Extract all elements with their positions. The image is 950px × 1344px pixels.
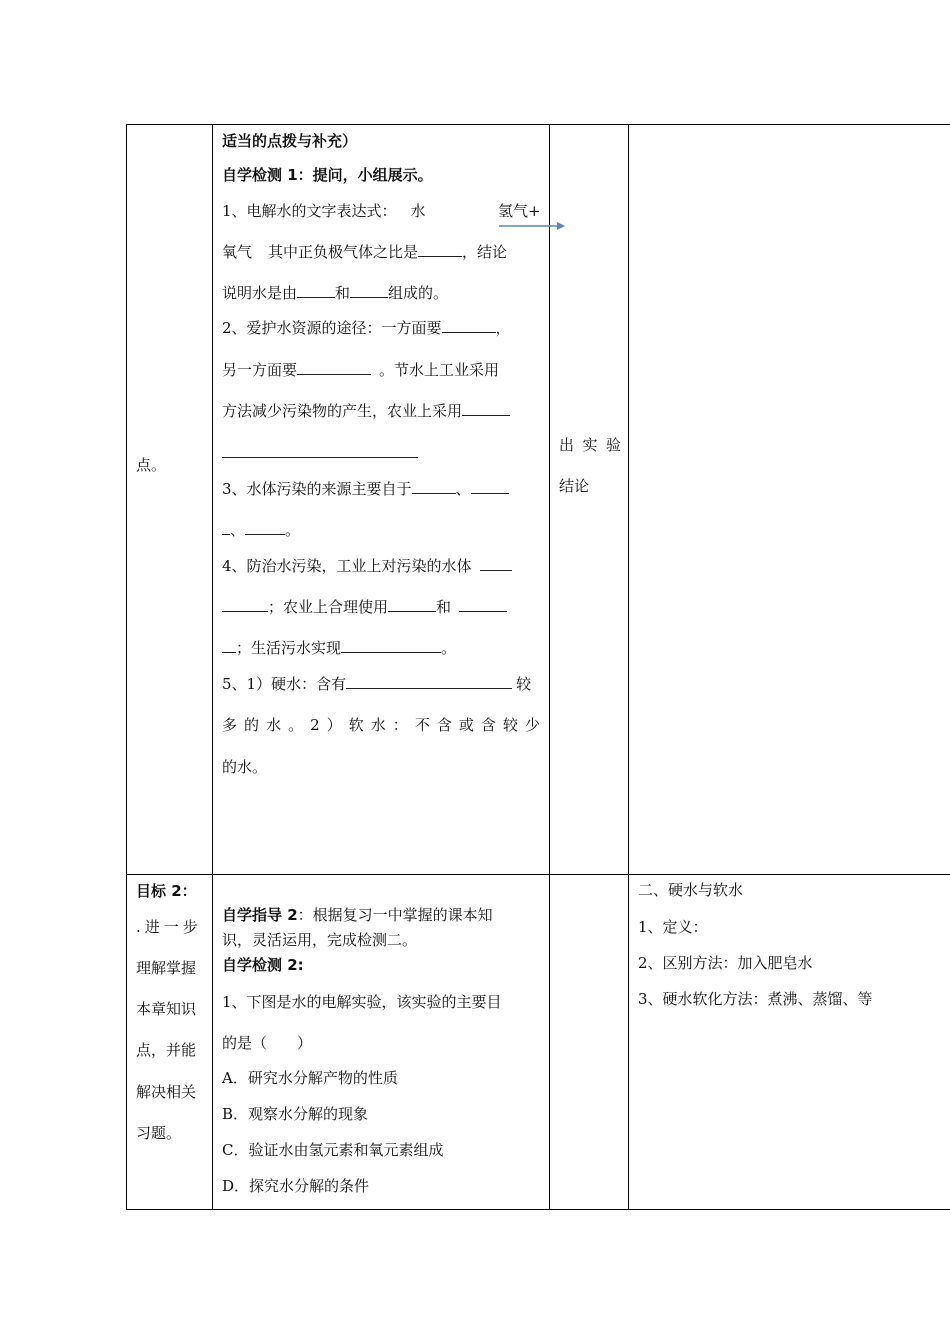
q2-l2b: 。节水上工业采用	[379, 361, 500, 379]
q1-l3a: 说明水是由	[222, 284, 298, 302]
hard-soft-water-title: 二、硬水与软水	[638, 881, 744, 899]
q2-line1	[222, 318, 511, 338]
q1-conclusion: ，结论	[462, 243, 508, 261]
q4-l3a: ；生活污水实现	[236, 639, 342, 657]
goal-2-line: 点，并能	[136, 1041, 197, 1059]
q2-l2a: 另一方面要	[222, 361, 298, 379]
q2-line3	[222, 401, 510, 421]
q5-line3: 的水。	[222, 758, 268, 776]
check-2-label: 自学检测 2:	[222, 956, 304, 974]
col3-char: 出	[559, 436, 575, 454]
q5-char: ：	[392, 716, 408, 734]
col3-conclusion: 结论	[559, 477, 590, 495]
q3-l2b: 。	[285, 521, 301, 539]
goal-2-line: 理解掌握	[136, 959, 197, 977]
q5-char: 2	[310, 716, 320, 734]
q2-blank-line	[222, 457, 418, 458]
option-c: C．验证水由氢元素和氧元素组成	[222, 1141, 444, 1159]
table-col-divider-2	[549, 124, 550, 1210]
table-row-divider	[126, 874, 950, 875]
q4-l2b: 和	[436, 598, 452, 616]
q2-l3: 方法减少污染物的产生，农业上采用	[222, 402, 463, 420]
q1-line2	[222, 242, 507, 262]
q1-product1: 氢气+	[498, 202, 541, 220]
col3-char: 验	[605, 436, 621, 454]
col3-draw-experiment	[559, 435, 621, 455]
heading-guidance-supplement: 适当的点拨与补充）	[222, 132, 358, 150]
q5-char: 。	[288, 716, 304, 734]
row1-col1-text: 点。	[136, 456, 167, 474]
q5-char: 少	[524, 716, 540, 734]
q5-l1b: 较	[516, 675, 532, 693]
q1-line3	[222, 283, 448, 303]
q3-l1b: 、	[455, 480, 471, 498]
q4-l2a: ；农业上合理使用	[268, 598, 389, 616]
q3-line1	[222, 479, 509, 499]
q5-char: 含	[436, 716, 452, 734]
q5-char: 不	[414, 716, 430, 734]
goal-2-line: 习题。	[136, 1124, 182, 1142]
goal-2-line: 解决相关	[136, 1083, 197, 1101]
q5-char: ）	[326, 716, 342, 734]
q4-line2	[222, 597, 507, 617]
table-top-border	[126, 124, 950, 125]
q4-line3	[222, 638, 456, 658]
q5-char: 水	[266, 716, 282, 734]
q2-line2	[222, 360, 499, 380]
table-col-divider-3	[628, 124, 629, 1210]
q5-char: 含	[480, 716, 496, 734]
q5-char: 多	[222, 716, 238, 734]
hard-soft-water-item: 1、定义：	[638, 918, 708, 936]
q4-l1: 4、防治水污染，工业上对污染的水体	[222, 557, 472, 575]
q4-line1	[222, 556, 512, 576]
hard-soft-water-item: 2、区别方法：加入肥皂水	[638, 954, 813, 972]
table-col-divider-1	[212, 124, 213, 1210]
q1-l3c: 组成的。	[388, 284, 449, 302]
reaction-arrow-icon	[497, 216, 567, 234]
check-2-q1-line1: 1、下图是水的电解实验，该实验的主要目	[222, 993, 502, 1011]
q5-char: 水	[370, 716, 386, 734]
q5-char: 的	[244, 716, 260, 734]
q2-l1a: 2、爱护水资源的途径：一方面要	[222, 319, 442, 337]
goal-2-title: 目标 2：	[136, 882, 197, 900]
table-left-border	[126, 124, 127, 1210]
guide-2-text: ：根据复习一中掌握的课本知	[297, 906, 493, 924]
option-b: B．观察水分解的现象	[222, 1105, 369, 1123]
q1-ratio-text: 其中正负极气体之比是	[268, 243, 419, 261]
q2-l1b: ，	[495, 319, 511, 337]
q3-line2	[222, 520, 300, 540]
q1-prefix: 1、电解水的文字表达式：	[222, 202, 397, 220]
guide-2-label: 自学指导 2	[222, 906, 298, 924]
q3-l1a: 3、水体污染的来源主要自于	[222, 480, 412, 498]
option-a: A．研究水分解产物的性质	[222, 1069, 398, 1087]
goal-2-line: .进一步	[136, 918, 202, 936]
q1-reactant: 水	[410, 202, 426, 220]
q5-line1	[222, 674, 531, 694]
q5-char: 或	[458, 716, 474, 734]
goal-2-line: 本章知识	[136, 1000, 197, 1018]
hard-soft-water-item: 3、硬水软化方法：煮沸、蒸馏、等	[638, 990, 873, 1008]
guide-2-line2: 识，灵活运用，完成检测二。	[222, 931, 418, 949]
q5-l1a: 5、1）硬水：含有	[222, 675, 347, 693]
heading-self-check-1: 自学检测 1：提问，小组展示。	[222, 166, 433, 184]
q5-char: 较	[502, 716, 518, 734]
q1-line1	[222, 201, 426, 221]
q1-l3b: 和	[335, 284, 351, 302]
q5-line2	[222, 715, 540, 735]
option-d: D．探究水分解的条件	[222, 1177, 370, 1195]
col3-char: 实	[582, 436, 598, 454]
table-bottom-border	[126, 1209, 950, 1210]
guide-2-line1	[222, 905, 493, 925]
q5-char: 软	[348, 716, 364, 734]
q4-l3b: 。	[441, 639, 457, 657]
check-2-q1-line2: 的是（ ）	[222, 1034, 313, 1052]
q1-product2: 氧气	[222, 243, 253, 261]
q3-l2a: 、	[230, 521, 246, 539]
